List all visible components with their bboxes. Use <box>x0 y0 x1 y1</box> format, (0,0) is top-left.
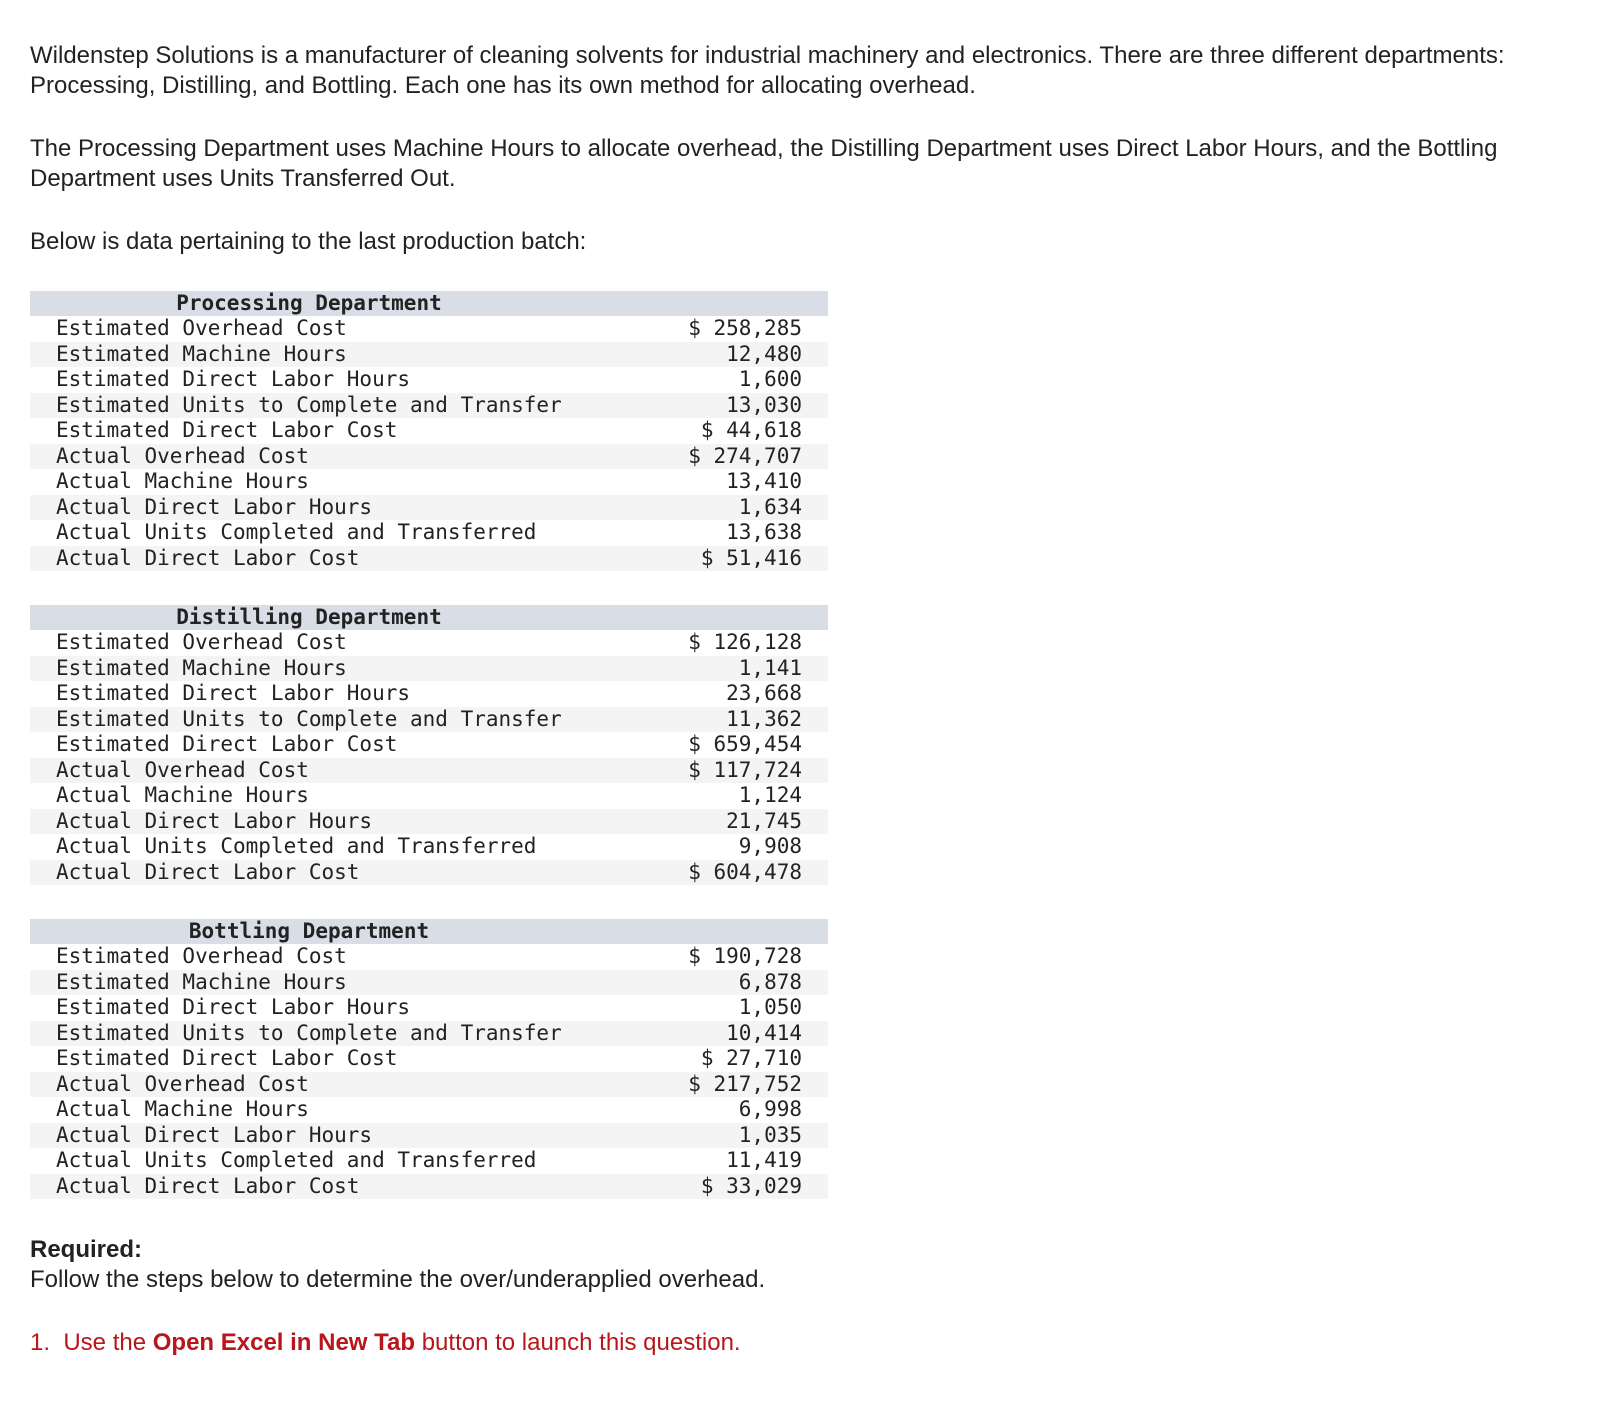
row-value: 1,050 <box>662 995 828 1021</box>
row-value: $ 51,416 <box>662 546 828 572</box>
table-row <box>30 1097 828 1123</box>
table-row <box>30 995 828 1021</box>
row-value: 6,878 <box>662 970 828 996</box>
row-label: Estimated Machine Hours <box>30 342 662 368</box>
row-label: Estimated Direct Labor Hours <box>30 681 662 707</box>
row-value: $ 258,285 <box>662 316 828 342</box>
row-label: Actual Machine Hours <box>30 469 662 495</box>
row-value: $ 217,752 <box>662 1072 828 1098</box>
row-label: Estimated Direct Labor Cost <box>30 418 662 444</box>
row-value: 1,035 <box>662 1123 828 1149</box>
department-table <box>30 605 828 885</box>
row-label: Estimated Direct Labor Cost <box>30 1046 662 1072</box>
row-value: 13,638 <box>662 520 828 546</box>
table-row <box>30 1148 828 1174</box>
department-title <box>30 919 828 944</box>
intro-paragraph-company: Wildenstep Solutions is a manufacturer of cleaning solvents for industrial machinery and electronics. There are three different departments: Processing, Distilling, and Bottling. Each one has its own method for allocating overhead. <box>30 42 1505 99</box>
row-value: 10,414 <box>662 1021 828 1047</box>
row-value: $ 44,618 <box>662 418 828 444</box>
table-row <box>30 944 828 970</box>
row-value: 21,745 <box>662 809 828 835</box>
table-row <box>30 367 828 393</box>
question-content <box>30 41 1575 1358</box>
table-row <box>30 546 828 572</box>
row-value: $ 117,724 <box>662 758 828 784</box>
table-row <box>30 970 828 996</box>
required-label: Required: <box>30 1236 143 1263</box>
table-row <box>30 809 828 835</box>
row-label: Estimated Machine Hours <box>30 656 662 682</box>
row-label: Estimated Direct Labor Hours <box>30 367 662 393</box>
row-label: Estimated Overhead Cost <box>30 944 662 970</box>
table-spacer <box>30 571 1575 605</box>
row-value: 1,124 <box>662 783 828 809</box>
department-title-text: Processing Department <box>176 291 442 315</box>
table-row <box>30 758 828 784</box>
step-1-suffix: button to launch this question. <box>415 1329 741 1356</box>
intro-paragraph-data: Below is data pertaining to the last production batch: <box>30 228 587 255</box>
row-label: Actual Overhead Cost <box>30 444 662 470</box>
step-1-instruction <box>30 1328 1575 1358</box>
table-row <box>30 860 828 886</box>
step-1-prefix: 1. Use the <box>30 1329 153 1356</box>
row-label: Actual Overhead Cost <box>30 1072 662 1098</box>
row-label: Estimated Units to Complete and Transfer <box>30 1021 662 1047</box>
row-value: 12,480 <box>662 342 828 368</box>
row-label: Actual Machine Hours <box>30 1097 662 1123</box>
row-value: $ 604,478 <box>662 860 828 886</box>
row-label: Actual Direct Labor Hours <box>30 495 662 521</box>
department-title-text: Bottling Department <box>188 919 430 943</box>
row-label: Estimated Units to Complete and Transfer <box>30 393 662 419</box>
table-row <box>30 783 828 809</box>
row-value: $ 274,707 <box>662 444 828 470</box>
row-value: $ 33,029 <box>662 1174 828 1200</box>
table-row <box>30 418 828 444</box>
row-label: Actual Direct Labor Cost <box>30 860 662 886</box>
row-label: Estimated Overhead Cost <box>30 316 662 342</box>
row-label: Actual Direct Labor Cost <box>30 1174 662 1200</box>
intro-paragraph-allocation: The Processing Department uses Machine Hours to allocate overhead, the Distilling Department uses Direct Labor Hours, and the Bottling Department uses Units Transferred Out. <box>30 135 1498 192</box>
department-title <box>30 605 828 630</box>
department-title <box>30 291 828 316</box>
row-label: Actual Units Completed and Transferred <box>30 1148 662 1174</box>
row-label: Estimated Direct Labor Hours <box>30 995 662 1021</box>
row-label: Actual Machine Hours <box>30 783 662 809</box>
row-label: Actual Overhead Cost <box>30 758 662 784</box>
row-label: Actual Direct Labor Hours <box>30 809 662 835</box>
row-value: 6,998 <box>662 1097 828 1123</box>
table-row <box>30 681 828 707</box>
row-label: Actual Units Completed and Transferred <box>30 834 662 860</box>
row-value: $ 126,128 <box>662 630 828 656</box>
open-excel-button-reference: Open Excel in New Tab <box>152 1329 416 1356</box>
row-value: 1,141 <box>662 656 828 682</box>
row-label: Actual Direct Labor Hours <box>30 1123 662 1149</box>
table-row <box>30 1021 828 1047</box>
department-table <box>30 291 828 571</box>
department-title-text: Distilling Department <box>176 605 442 629</box>
row-value: 11,362 <box>662 707 828 733</box>
table-row <box>30 1123 828 1149</box>
required-section <box>30 1235 1575 1295</box>
table-row <box>30 707 828 733</box>
table-row <box>30 1174 828 1200</box>
row-value: 1,634 <box>662 495 828 521</box>
row-label: Actual Units Completed and Transferred <box>30 520 662 546</box>
table-row <box>30 732 828 758</box>
table-spacer <box>30 885 1575 919</box>
table-row <box>30 495 828 521</box>
row-value: $ 190,728 <box>662 944 828 970</box>
table-row <box>30 316 828 342</box>
table-row <box>30 834 828 860</box>
row-label: Estimated Machine Hours <box>30 970 662 996</box>
row-value: 1,600 <box>662 367 828 393</box>
table-row <box>30 342 828 368</box>
department-tables <box>30 291 1575 1199</box>
row-value: 11,419 <box>662 1148 828 1174</box>
table-row <box>30 1046 828 1072</box>
row-label: Actual Direct Labor Cost <box>30 546 662 572</box>
table-row <box>30 1072 828 1098</box>
row-value: 9,908 <box>662 834 828 860</box>
required-text: Follow the steps below to determine the over/underapplied overhead. <box>30 1266 766 1293</box>
table-row <box>30 656 828 682</box>
table-row <box>30 444 828 470</box>
table-row <box>30 469 828 495</box>
row-value: 13,030 <box>662 393 828 419</box>
row-value: 23,668 <box>662 681 828 707</box>
row-label: Estimated Overhead Cost <box>30 630 662 656</box>
table-row <box>30 393 828 419</box>
table-row <box>30 630 828 656</box>
row-label: Estimated Direct Labor Cost <box>30 732 662 758</box>
table-row <box>30 520 828 546</box>
row-value: $ 27,710 <box>662 1046 828 1072</box>
row-value: 13,410 <box>662 469 828 495</box>
row-value: $ 659,454 <box>662 732 828 758</box>
department-table <box>30 919 828 1199</box>
row-label: Estimated Units to Complete and Transfer <box>30 707 662 733</box>
